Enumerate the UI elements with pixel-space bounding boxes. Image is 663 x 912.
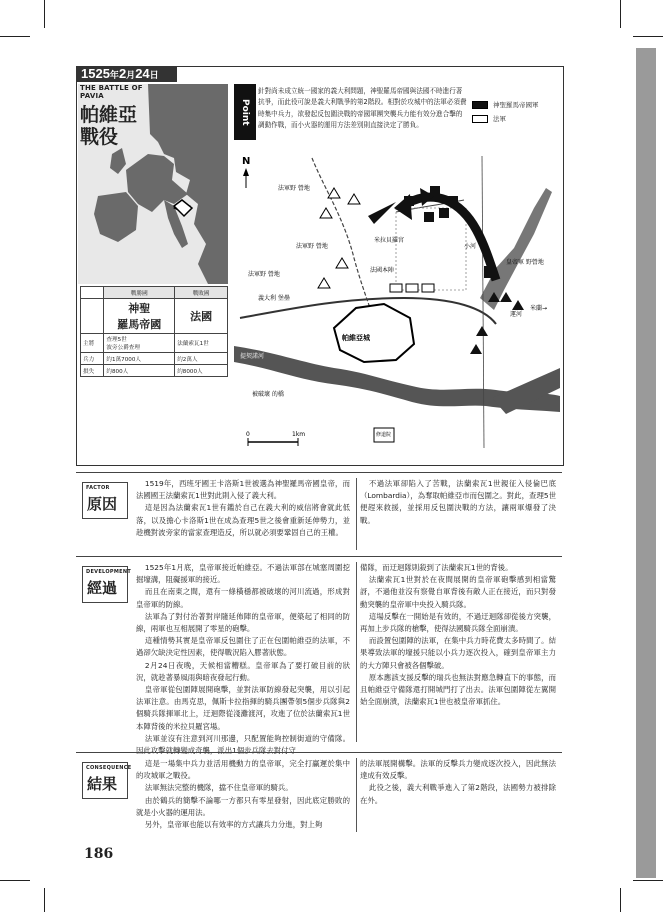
factor-left-column xyxy=(136,478,350,539)
paragraph: 這種情勢其實是皇帝軍反包圍住了正在包圍帕維亞的法軍，不過卻欠缺決定性因素，使得戰況陷入膠著狀態。 xyxy=(136,636,350,658)
forces-blank xyxy=(81,299,104,334)
date-month-value: 2 xyxy=(118,66,127,81)
forces-loser-name: 法國 xyxy=(175,299,228,334)
title-chinese-line1: 帕維亞 xyxy=(80,104,138,126)
forces-col-winner: 戰勝國 xyxy=(104,287,175,299)
crop-mark xyxy=(44,0,45,28)
map-legend xyxy=(472,100,539,128)
title-english: THE BATTLE OF PAVIA xyxy=(80,84,143,100)
consequence-label-cn: 結果 xyxy=(87,775,118,793)
consequence-label-en: CONSEQUENCE xyxy=(86,765,132,771)
crop-mark xyxy=(620,0,621,28)
map-label-city: 帕維亞城 xyxy=(342,334,370,342)
development-label-cn: 經過 xyxy=(87,579,118,597)
forces-row-winner: 約1萬7000人 xyxy=(104,353,175,365)
section-factor-rule xyxy=(76,472,562,473)
development-left-column xyxy=(136,562,350,757)
factor-label-cn: 原因 xyxy=(87,495,118,513)
date-day-unit: 日 xyxy=(149,70,159,80)
forces-table xyxy=(80,286,228,377)
paragraph: 的法軍展開構擊。法軍的反擊兵力變成逐次投入，因此無法達成有效反擊。 xyxy=(360,759,556,781)
development-right-column xyxy=(360,562,556,708)
section-consequence-label xyxy=(82,762,132,799)
forces-row-winner: 查理5世 波旁公爵查理 xyxy=(104,334,175,353)
factor-column-divider xyxy=(356,478,357,550)
map-label-fr-camp3: 法軍野 營地 xyxy=(248,271,280,278)
crop-mark xyxy=(44,888,45,912)
paragraph: 備隊，而迂迴隊則殺到了法蘭索瓦1世的背後。 xyxy=(360,563,513,572)
map-label-canal: 運河 xyxy=(510,311,523,318)
factor-right-column xyxy=(360,478,556,527)
paragraph: 這場反擊在一開始是有效的，不過迂迴隊卻從後方突襲，再加上步兵隊的槍擊，使得法國騎兵隊全面崩潰。 xyxy=(360,611,556,634)
title-chinese-line2: 戰役 xyxy=(80,126,119,148)
forces-row-loser: 約8000人 xyxy=(175,365,228,377)
map-label-fr-camp2: 法軍野 營地 xyxy=(296,243,328,250)
crop-mark xyxy=(0,36,30,37)
page-number: 186 xyxy=(84,846,114,862)
forces-row-loser: 法蘭索瓦1世 xyxy=(175,334,228,353)
paragraph: 另外，皇帝軍也能以有效率的方式讓兵力分進，對上夠 xyxy=(144,820,323,830)
forces-row-label: 損失 xyxy=(81,365,104,377)
forces-row-label: 主將 xyxy=(81,334,104,353)
map-label-stream: 小河 xyxy=(464,243,477,250)
map-scale-label: 1km xyxy=(292,431,306,438)
forces-row-winner: 約800人 xyxy=(104,365,175,377)
map-label-fr-hq: 法國本陣 xyxy=(370,267,395,274)
map-label-fr-camp1: 法軍野 營地 xyxy=(278,185,310,192)
forces-row-label: 兵力 xyxy=(81,353,104,365)
forces-row-loser: 約2萬人 xyxy=(175,353,228,365)
crop-mark xyxy=(633,880,663,881)
date-year-value: 1525 xyxy=(81,66,110,81)
map-scale-zero: 0 xyxy=(246,431,250,438)
paragraph: 此役之後，義大利戰爭進入了第2階段，法國勢力被排除在外。 xyxy=(360,783,556,805)
legend-swatch-hre xyxy=(472,101,488,109)
section-consequence-rule xyxy=(76,752,562,753)
consequence-right-column xyxy=(360,758,556,807)
date-day-value: 24 xyxy=(135,66,150,81)
section-development-label xyxy=(82,566,132,603)
point-text: 針對尚未成立統一國家的義大利問題，神聖羅馬帝國與法國不時進行著抗爭，而此役可說是義大利戰爭的第2階段。相對於攻城中的法軍必須費時集中兵力，欲發起反包圍決戰的帝國軍團突襲兵力能有效分進合擊的調動作戰，而小火器的運用方法差別則直接決定了勝負。 xyxy=(258,87,467,130)
crop-mark xyxy=(620,888,621,912)
paragraph: 法蘭索瓦1世對於在夜間展開的皇帝軍砲擊感到相當驚訝，不過他並沒有察覺自軍背後有敵人正在接近，而只對發動突襲的皇帝軍中央投入騎兵隊。 xyxy=(360,575,556,609)
legend-swatch-fr xyxy=(472,115,488,123)
battle-title xyxy=(80,84,152,154)
legend-fr-label: 法軍 xyxy=(493,115,506,123)
crop-mark xyxy=(633,36,663,37)
paragraph: 法軍為了對付治著對岸隨延佈陣的皇帝軍，便築起了相同的防線，兩軍也互相展開了零星的砲擊。 xyxy=(136,611,350,634)
crop-mark xyxy=(0,880,30,881)
paragraph: 法軍並沒有注意到河川那邊，只配置能夠控制街道的守備隊。因此攻擊就轉變成奇襲，派出1個步兵隊去對付守 xyxy=(136,733,350,756)
map-north: N xyxy=(242,156,251,167)
map-label-ital-wall: 義大利 堡壘 xyxy=(258,295,290,302)
page-side-tab xyxy=(636,48,656,878)
consequence-column-divider xyxy=(356,758,357,832)
paragraph: 2月24日夜晚，天候相當糟糕。皇帝軍為了要打破目前的狀況，就趁著暴風雨與暗夜發起行動。 xyxy=(136,660,350,682)
section-development-rule xyxy=(76,556,562,557)
paragraph: 1525年1月底，皇帝軍接近帕維亞。不過法軍部在城塞周圍挖掘壕溝，阻礙援軍的接近。 xyxy=(136,563,350,585)
date-bar xyxy=(76,66,177,82)
date-year-unit: 年 xyxy=(109,70,119,80)
development-column-divider xyxy=(356,562,357,742)
date-month-unit: 月 xyxy=(126,70,136,80)
paragraph: 不過法軍卻陷入了苦戰，法蘭索瓦1世親征入侵倫巴底（Lombardia），為奪取帕維亞市而包圍之。對此，查理5世便趕來救援，並採用反包圍決戰的方法，讓兩軍爆發了決戰。 xyxy=(360,479,556,525)
paragraph: 這是因為法蘭索瓦1世有鑑於自己在義大利的威信將會就此低落，以及擔心卡洛斯1世在成為查理5世之後會重新延伸勢力，並趁機對波旁家的當家查理造反，所以就必須要鞏固自己的王權。 xyxy=(136,503,350,537)
paragraph: 而且在南東之間，還有一條橫穩都被破壞的河川流過，形成對皇帝軍的防線。 xyxy=(136,587,350,609)
legend-hre-label: 神聖羅馬帝國軍 xyxy=(493,101,539,109)
forces-corner xyxy=(81,287,104,299)
map-label-castle: 米拉貝羅宮 xyxy=(374,237,405,244)
map-label-hre-camp: 皇帝軍 野營地 xyxy=(506,259,544,266)
paragraph: 法軍無法完整的機隊，擋不住皇帝軍的騎兵。 xyxy=(144,783,293,793)
factor-label-en: FACTOR xyxy=(86,485,110,491)
forces-col-loser: 戰敗國 xyxy=(175,287,228,299)
paragraph: 而設置包圍陣的法軍，在集中兵力時花費太多時間了。結果導致法軍的壕援只能以小兵力逐次投入，確到皇帝軍主力的大方陣只會被各個擊破。 xyxy=(360,636,556,670)
section-factor-label xyxy=(82,482,128,519)
development-label-en: DEVELOPMENT xyxy=(86,569,132,575)
map-label-ticino: 提契諾河 xyxy=(240,353,265,360)
paragraph: 原本應該支援反擊的瑞兵也無法對應急轉直下的事態，而且帕維亞守備隊還打開城門打了出去。法軍包圍陣從左翼開始全面崩潰，法蘭索瓦1世也被皇帝軍抓住。 xyxy=(360,672,556,707)
map-label-monastery: 修道院 xyxy=(376,432,392,438)
forces-winner-name: 神聖 羅馬帝國 xyxy=(104,299,175,334)
consequence-left-column xyxy=(136,758,350,831)
paragraph: 皇帝軍從包圍陣展開砲擊，並對法軍防線發起突襲，用以引起法軍注意。由馬克思，佩斯卡拉指揮的騎兵團帶領5個步兵隊與2個騎兵隊揮軍北上，迂迴際從淺灘渡河，攻進了位於法蘭索瓦1世本陣背後的米拉貝羅宮場。 xyxy=(136,685,350,731)
paragraph: 由於鶴兵的簡擊不論哪一方都只有零星發射，因此底定勝敗的就是小火器的運用法。 xyxy=(136,795,350,817)
map-label-bridge: 被破壞 的橋 xyxy=(252,391,284,398)
map-label-milan: 米蘭→ xyxy=(530,305,548,312)
point-label: Point xyxy=(234,84,256,140)
paragraph: 這是一場集中兵力並活用機動力的皇帝軍，完全打贏遲於集中的攻城軍之戰役。 xyxy=(136,759,350,781)
paragraph: 1519年，西班牙國王卡洛斯1世被選為神聖羅馬帝國皇帝，而法國國王法蘭索瓦1世對此則入侵了義大利。 xyxy=(136,479,350,501)
battle-map xyxy=(234,148,560,452)
